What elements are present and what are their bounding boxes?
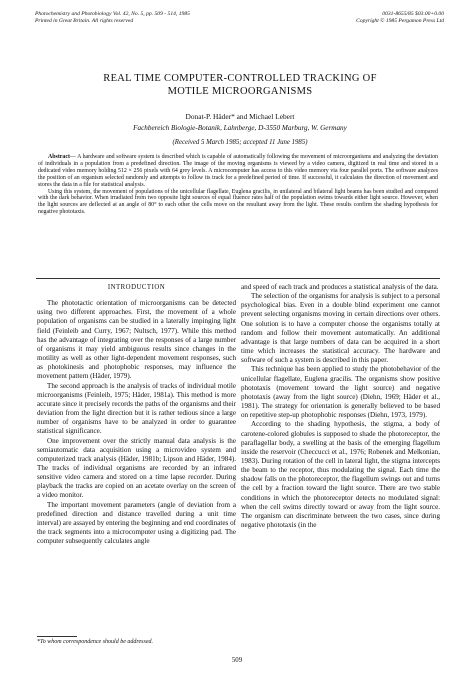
abstract-paragraph-1 bbox=[38, 154, 438, 189]
journal-header-right bbox=[356, 11, 444, 25]
right-column bbox=[241, 283, 440, 530]
body-paragraph: The important movement parameters (angle of deviation from a predefined direction and distance travelled during a unit time interval) are assayed by entering the beginning and end coordinates of the track segments into a microcomputer using a digitizing pad. The computer subsequently calculates angle bbox=[37, 500, 236, 546]
body-paragraph: This technique has been applied to study the photobehavior of the unicellular flagellate, Euglena gracilis. The organisms show positive phototaxis (movement toward the light source) and negative phototaxis (away from the light source) (Diehn, 1969; Häder et al., 1981). The strategy for orientation is generally believed to be based on repetitive step-up photophobic responses (Diehn, 1973, 1979). bbox=[241, 365, 440, 420]
abstract-text-1: — A hardware and software system is described which is capable of automatically following the movement of microorganisms and analyzing the deviation of individuals in a population from a predefined direction. The image of the moving organisms is viewed by a video camera, digitized in real time and stored in a dedicated video memory holding 512 × 256 pixels with 64 grey levels. A microcomputer has access to this video memory via four parallel ports. The software analyzes the position of an organism selected randomly and attempts to follow its track for a predefined period of time. If successful, it calculates the direction of movement and stores the data in a file for statistical analysis. bbox=[38, 154, 438, 188]
body-paragraph: The selection of the organisms for analysis is subject to a personal psychological bias. Even in a double blind experiment one cannot prevent selecting organisms moving in certain directions over others. One solution is to have a computer choose the organisms totally at random and follow their movement automatically. An additional advantage is that large numbers of data can be acquired in a short time which increases the statistical accuracy. The hardware and software of such a system is described in this paper. bbox=[241, 292, 440, 365]
body-paragraph: The phototactic orientation of microorganisms can be detected using two different approaches. First, the movement of a whole population of organisms can be studied in a laterally impinging light field (Feinleib and Curry, 1967; Nultsch, 1977). While this method has the advantage of integrating over the responses of a large number of organisms it may yield ambiguous results since changes in the motility as well as other light-dependent movement responses, such as photokinesis and photophobic responses, may influence the movement pattern (Häder, 1979). bbox=[37, 299, 236, 381]
body-paragraph: One improvement over the strictly manual data analysis is the semiautomatic data acquisition using a microvideo system and computerized track analysis (Häder, 1981b; Lipson and Häder, 1984). The tracks of individual organisms are recorded by an infrared sensitive video camera and stored on a time lapse recorder. During playback the tracks are copied on an acetate overlay on the screen of a video monitor. bbox=[37, 436, 236, 500]
page-number: 509 bbox=[231, 657, 243, 664]
abstract-paragraph-2: Using this system, the movement of populations of the unicellular flagellate, Euglena gracilis, in unilateral and bilateral light beams has been studied and compared with the dark behavior. When irradiated from two opposite light sources of equal fluence rates half of the population swims towards either light source. However, when the light sources are deflected at an angle of 80° to each other the cells move on the resultant away from the light. These results confirm the shading hypothesis for negative phototaxis. bbox=[38, 188, 438, 216]
body-paragraph: The second approach is the analysis of tracks of individual motile microorganisms (Feinleib, 1975; Häder, 1981a). This method is more accurate since it precisely records the paths of the organisms and their deviation from the light direction but it is rather tedious since a large number of organisms have to be analyzed in order to guarantee statistical significance. bbox=[37, 381, 236, 436]
footnote-divider bbox=[37, 636, 77, 637]
title-line-1: REAL TIME COMPUTER-CONTROLLED TRACKING OF bbox=[103, 73, 377, 84]
copyright: Copyright © 1985 Pergamon Press Ltd bbox=[356, 18, 444, 24]
printed-in: Printed in Great Britain. All rights reserved bbox=[35, 18, 134, 24]
footnote: *To whom correspondence should be addressed. bbox=[37, 639, 153, 645]
received-dates: (Received 5 March 1985; accepted 11 June 1985) bbox=[172, 139, 308, 146]
journal-citation: Photochemistry and Photobiology Vol. 42, No. 5, pp. 509 - 514, 1985 bbox=[35, 11, 190, 17]
price-code: 0031-8655/85 $03.00+0.00 bbox=[382, 11, 444, 17]
paper-title bbox=[40, 72, 440, 98]
body-paragraph: and speed of each track and produces a statistical analysis of the data. bbox=[241, 283, 439, 291]
authors: Donat-P. Häder* and Michael Lebert bbox=[185, 112, 295, 121]
title-line-2: MOTILE MICROORGANISMS bbox=[167, 86, 313, 97]
abstract bbox=[38, 154, 438, 216]
journal-header-left bbox=[35, 11, 190, 25]
left-column bbox=[37, 283, 236, 546]
abstract-divider bbox=[36, 278, 440, 279]
section-heading-introduction: INTRODUCTION bbox=[107, 284, 166, 291]
abstract-label: Abstract bbox=[48, 154, 70, 160]
affiliation: Fachbereich Biologie-Botanik, Lahnberge, D-3550 Marburg, W. Germany bbox=[133, 124, 347, 132]
body-paragraph: According to the shading hypothesis, the stigma, a body of carotene-colored globules is supposed to shade the photoreceptor, the paraflagellar body, a swelling at the basis of the emerging flagellum inside the reservoir (Checcucci et al., 1976; Robenek and Melkonian, 1983). During rotation of the cell in lateral light, the stigma intercepts the beam to the receptor, thus modulating the signal. Each time the shadow falls on the photoreceptor, the flagellum swings out and turns the cell by a fraction toward the light source. There are two stable conditions in which the photoreceptor detects no modulated signal: when the cell swims directly toward or away from the light source. The organism can discriminate between the two cases, since during negative phototaxis (in the bbox=[241, 420, 440, 530]
